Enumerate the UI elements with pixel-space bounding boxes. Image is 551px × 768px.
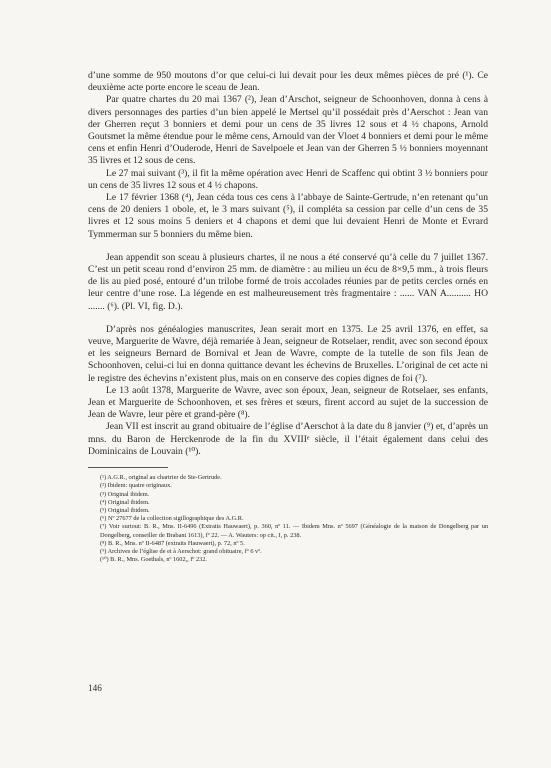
footnote-2: (²) Ibidem: quatre originaux. bbox=[100, 482, 172, 490]
paragraph-2: Par quatre chartes du 20 mai 1367 (²), Jean d’Arschot, seigneur de Schoonhoven, donna à cens à divers personnages des parties d’un bien appelé le Mertsel qu’il possédait près d’Aerschot : Jean van der Gherren reçut 3 bonniers et demi pour un cens de 35 livres 12 sous et 4 ½ chapons, Arnold Goutsmet la même étendue pour le même cens, Arnould van der Vloet 4 bonniers et demi pour le même cens et enfin Henri d’Ouderode, Henri de Savelpoele et Jean van der Gherren 5 ½ bonniers moyennant 35 livres et 12 sous de cens. bbox=[88, 94, 488, 167]
paragraph-4: Le 17 février 1368 (⁴), Jean céda tous ces cens à l’abbaye de Sainte-Gertrude, n’en retenant qu’un cens de 20 deniers 1 obole, et, le 3 mars suivant (⁵), il compléta sa cession par celle d’un cens de 35 livres et 12 sous moins 5 deniers et 4 chapons et demi que lui devaient Henri de Monte et Evrard Tymmerman sur 5 bonniers du même bien. bbox=[88, 192, 488, 240]
paragraph-3: Le 27 mai suivant (³), il fit la même opération avec Henri de Scaffenc qui obtint 3 ½ bonniers pour un cens de 35 livres 12 sous et 4 ½ chapons. bbox=[88, 167, 488, 191]
page-body bbox=[88, 70, 488, 564]
footnote-7: (⁷) Voir surtout: B. R., Mns. II-6496 (Extraits Hauwaert), p. 360, nº 11. — Ibidem Mns. nº 5697 (Généalogie de la maison de Dongelberg par un Dongelberg, conseiller de Brabant 1613), fº 22. — A. Wauters: op cit., I, p. 238. bbox=[100, 523, 488, 539]
paragraph-gap bbox=[88, 313, 488, 324]
footnote-1: (¹) A.G.R., original au chartrier de Ste-Gertrude. bbox=[100, 474, 222, 482]
footnote-3: (³) Original ibidem. bbox=[100, 490, 150, 498]
paragraph-8: Jean VII est inscrit au grand obituaire de l’église d’Aerschot à la date du 8 janvier (⁹) et, d’après un mns. du Baron de Herckenrode de la fin du XVIIIᵉ siècle, il l’était également dans celui des Dominicains de Louvain (¹⁰). bbox=[88, 421, 488, 457]
footnote-10: (¹⁰) B. R., Mns. Goethals, nº 1602,, fº 232. bbox=[100, 556, 207, 564]
footnote-8: (⁸) B. R., Mns. nº II-6487 (extraits Hauwaert), p. 72, nº 5. bbox=[100, 539, 245, 547]
paragraph-6: D’après nos généalogies manuscrites, Jean serait mort en 1375. Le 25 avril 1376, en effet, sa veuve, Marguerite de Wavre, déjà remariée à Jean, seigneur de Rotselaer, rendit, avec son second époux et les seigneurs Bernard de Bornival et Jean de Wavre, compte de la tutelle de son fils Jean de Schoonhoven, celui-ci lui en donna quittance devant les échevins de Bruxelles. L’original de cet acte ni le registre des échevins n’existent plus, mais on en conserve des copies dignes de foi (⁷). bbox=[88, 323, 488, 384]
paragraph-5: Jean appendit son sceau à plusieurs chartes, il ne nous a été conservé qu’à celle du 7 juillet 1367. C’est un petit sceau rond d’environ 25 mm. de diamètre : au milieu un écu de 8×9,5 mm., à trois fleurs de lis au pied posé, entouré d’un trilobe formé de trois accolades réunies par de petits cercles ornés en leur centre d’une rose. La légende en est malheureusement très fragmentaire : ...... VAN A.......... HO ....... (⁶). (Pl. VI, fig. D.). bbox=[88, 251, 488, 312]
footnote-4: (⁴) Original ibidem. bbox=[100, 498, 150, 506]
footnote-5: (⁵) Original ibidem. bbox=[100, 506, 150, 514]
main-text bbox=[88, 70, 488, 458]
footnotes bbox=[88, 474, 488, 564]
paragraph-1: d’une somme de 950 moutons d’or que celui-ci lui devait pour les deux mêmes pièces de pré (¹). Ce deuxième acte porte encore le sceau de Jean. bbox=[88, 70, 488, 94]
paragraph-7: Le 13 août 1378, Marguerite de Wavre, avec son époux, Jean, seigneur de Rotselaer, ses enfants, Jean et Marguerite de Schoonhoven, et ses frères et sœurs, firent accord au sujet de la succession de Jean de Wavre, leur père et grand-père (⁸). bbox=[88, 384, 488, 421]
page-number: 146 bbox=[88, 683, 102, 693]
footnote-9: (⁹) Archives de l’église de et à Aerschot: grand obituaire, fº 6 vº. bbox=[100, 547, 262, 555]
footnote-rule bbox=[88, 467, 168, 468]
footnote-6: (⁶) Nº 27677 de la collection sigillographique des A.G.R. bbox=[100, 515, 244, 523]
paragraph-gap bbox=[88, 241, 488, 252]
